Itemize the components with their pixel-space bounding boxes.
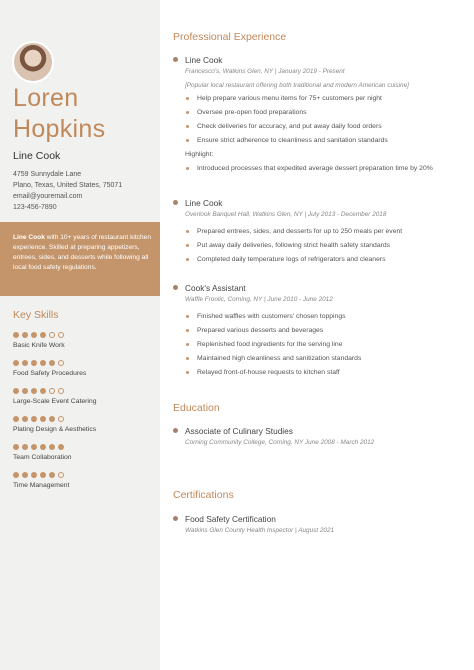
rating-dot-filled	[13, 416, 19, 422]
skill-name: Team Collaboration	[13, 454, 72, 461]
job-bullet	[173, 200, 178, 205]
rating-dot-filled	[31, 444, 37, 450]
job-bullets	[185, 225, 463, 267]
skill-rating	[13, 332, 153, 338]
list-item: Check deliveries for accuracy, and put away daily food orders	[185, 120, 463, 134]
first-name: Loren	[13, 84, 79, 112]
rating-dot-filled	[22, 416, 28, 422]
education-title: Education	[173, 402, 220, 414]
skill-item	[13, 444, 153, 461]
rating-dot-filled	[13, 388, 19, 394]
rating-dot-filled	[58, 444, 64, 450]
job-subtitle: Francesco's, Watkins Glen, NY | January 2019 - Present	[185, 68, 345, 75]
education-entry	[173, 425, 463, 446]
list-item: Maintained high cleanliness and sanitization standards	[185, 352, 463, 366]
skill-item	[13, 332, 153, 349]
highlight-label: Highlight:	[185, 151, 214, 158]
rating-dot-filled	[49, 472, 55, 478]
job-title: Line Cook	[185, 197, 223, 208]
rating-dot-filled	[22, 388, 28, 394]
rating-dot-filled	[40, 360, 46, 366]
list-item: Ensure strict adherence to cleanliness and sanitation standards	[185, 134, 463, 148]
skills-title: Key Skills	[13, 309, 59, 321]
list-item: Replenished food ingredients for the serving line	[185, 338, 463, 352]
job-highlights	[185, 162, 463, 176]
degree-name: Associate of Culinary Studies	[185, 425, 293, 436]
job-subtitle: Waffle Froolic, Corning, NY | June 2010 - June 2012	[185, 296, 333, 303]
skill-item	[13, 472, 153, 489]
skill-name: Plating Design & Aesthetics	[13, 426, 97, 433]
job-subtitle: Overlook Banquet Hall, Watkins Glen, NY | July 2013 - December 2018	[185, 211, 387, 218]
job-bullets	[185, 310, 463, 380]
rating-dot-empty	[58, 332, 64, 338]
skill-name: Time Management	[13, 482, 70, 489]
list-item: Put away daily deliveries, following strict health safety standards	[185, 239, 463, 253]
city: Plano, Texas, United States, 75071	[13, 182, 123, 189]
rating-dot-filled	[40, 388, 46, 394]
certification-entry	[173, 513, 463, 534]
rating-dot-filled	[22, 472, 28, 478]
list-item: Help prepare various menu items for 75+ customers per night	[185, 92, 463, 106]
job-bullet	[173, 57, 178, 62]
entry-bullet	[173, 516, 178, 521]
education-subtitle: Corning Community College, Corning, NY June 2008 - March 2012	[185, 439, 375, 446]
rating-dot-filled	[31, 332, 37, 338]
list-item: Completed daily temperature logs of refrigerators and cleaners	[185, 253, 463, 267]
list-item: Finished waffles with customers' chosen toppings	[185, 310, 463, 324]
rating-dot-empty	[58, 360, 64, 366]
phone: 123-456-7890	[13, 204, 57, 211]
job-3	[173, 282, 463, 380]
avatar	[12, 41, 54, 83]
rating-dot-filled	[40, 332, 46, 338]
rating-dot-empty	[49, 388, 55, 394]
job-bullets	[185, 92, 463, 148]
certification-name: Food Safety Certification	[185, 513, 276, 524]
list-item: Prepared entrees, sides, and desserts for up to 250 meals per event	[185, 225, 463, 239]
rating-dot-filled	[49, 416, 55, 422]
skill-rating	[13, 388, 153, 394]
certifications-title: Certifications	[173, 489, 234, 501]
list-item: Relayed front-of-house requests to kitchen staff	[185, 366, 463, 380]
rating-dot-filled	[49, 360, 55, 366]
rating-dot-empty	[58, 472, 64, 478]
skill-rating	[13, 360, 153, 366]
sidebar	[0, 0, 160, 670]
rating-dot-filled	[13, 332, 19, 338]
rating-dot-filled	[13, 360, 19, 366]
rating-dot-filled	[31, 416, 37, 422]
job-title: Cook's Assistant	[185, 282, 246, 293]
skill-rating	[13, 444, 153, 450]
skill-name: Food Safety Procedures	[13, 370, 87, 377]
skill-name: Basic Knife Work	[13, 342, 65, 349]
rating-dot-filled	[22, 444, 28, 450]
last-name: Hopkins	[13, 115, 106, 143]
list-item: Prepared various desserts and beverages	[185, 324, 463, 338]
job-1	[173, 54, 463, 176]
email[interactable]: email@youremail.com	[13, 193, 83, 200]
skill-name: Large-Scale Event Catering	[13, 398, 97, 405]
skill-rating	[13, 472, 153, 478]
job-role: Line Cook	[13, 150, 61, 162]
rating-dot-filled	[22, 360, 28, 366]
summary-text: with 10+ years of restaurant kitchen experience. Skilled at preparing appetizers, entrees, sides, and desserts while following all local food safety regulations.	[13, 234, 151, 271]
rating-dot-empty	[58, 388, 64, 394]
rating-dot-filled	[31, 472, 37, 478]
rating-dot-filled	[40, 472, 46, 478]
rating-dot-filled	[31, 360, 37, 366]
rating-dot-filled	[49, 444, 55, 450]
job-description: [Popular local restaurant offering both traditional and modern American cuisine]	[185, 82, 409, 89]
rating-dot-empty	[49, 332, 55, 338]
skill-item	[13, 360, 153, 377]
summary-lead: Line Cook	[13, 234, 45, 241]
list-item: Introduced processes that expedited average dessert preparation time by 20%	[185, 162, 463, 176]
address: 4759 Sunnydale Lane	[13, 171, 82, 178]
rating-dot-filled	[40, 416, 46, 422]
rating-dot-filled	[31, 388, 37, 394]
skill-item	[13, 388, 153, 405]
skill-item	[13, 416, 153, 433]
job-2	[173, 197, 463, 267]
rating-dot-filled	[40, 444, 46, 450]
certification-subtitle: Watkins Glen County Health Inspector | August 2021	[185, 527, 335, 534]
list-item: Oversee pre-open food preparations	[185, 106, 463, 120]
job-title: Line Cook	[185, 54, 223, 65]
rating-dot-filled	[13, 444, 19, 450]
rating-dot-filled	[13, 472, 19, 478]
rating-dot-filled	[22, 332, 28, 338]
entry-bullet	[173, 428, 178, 433]
skill-rating	[13, 416, 153, 422]
rating-dot-empty	[58, 416, 64, 422]
experience-title: Professional Experience	[173, 31, 287, 43]
summary-box	[0, 222, 160, 296]
job-bullet	[173, 285, 178, 290]
